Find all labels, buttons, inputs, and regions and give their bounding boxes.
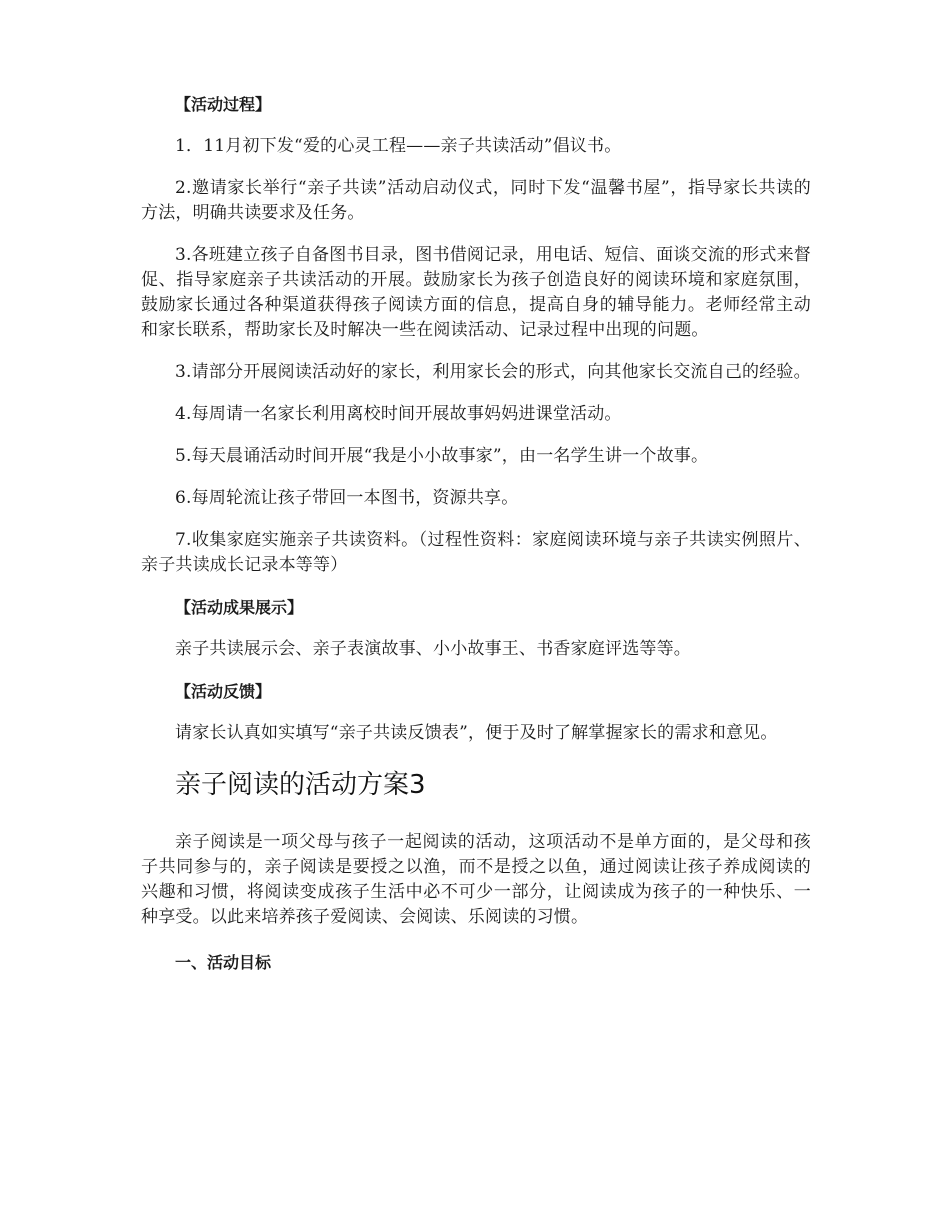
section-heading-feedback: 【活动反馈】 — [175, 682, 272, 701]
process-item-1: 1．11月初下发“爱的心灵工程——亲子共读活动”倡议书。 — [175, 136, 622, 156]
process-item-5: 4.每周请一名家长利用离校时间开展故事妈妈进课堂活动。 — [175, 404, 622, 424]
process-item-3: 3.各班建立孩子自备图书目录，图书借阅记录，用电话、短信、面谈交流的形式来督促、指导家庭亲子共读活动的开展。鼓励家长为孩子创造良好的阅读环境和家庭氛围，鼓励家长通过各种渠道获得孩子阅读方面的信息，提高自身的辅导能力。老师经常主动和家长联系，帮助家长及时解决一些在阅读活动、记录过程中出现的问题。 — [141, 245, 811, 340]
feedback-text: 请家长认真如实填写“亲子共读反馈表”，便于及时了解掌握家长的需求和意见。 — [175, 723, 778, 743]
process-item-7: 6.每周轮流让孩子带回一本图书，资源共享。 — [175, 488, 519, 508]
process-item-6: 5.每天晨诵活动时间开展“我是小小故事家”，由一名学生讲一个故事。 — [175, 446, 709, 466]
process-item-4: 3.请部分开展阅读活动好的家长，利用家长会的形式，向其他家长交流自己的经验。 — [175, 362, 811, 382]
plan3-title: 亲子阅读的活动方案3 — [175, 770, 426, 800]
plan3-intro: 亲子阅读是一项父母与孩子一起阅读的活动，这项活动不是单方面的，是父母和孩子共同参与的，亲子阅读是要授之以渔，而不是授之以鱼，通过阅读让孩子养成阅读的兴趣和习惯，将阅读变成孩子生活中必不可少一部分，让阅读成为孩子的一种快乐、一种享受。以此来培养孩子爱阅读、会阅读、乐阅读的习惯。 — [141, 832, 811, 927]
results-text: 亲子共读展示会、亲子表演故事、小小故事王、书香家庭评选等等。 — [175, 639, 691, 659]
process-item-2: 2.邀请家长举行“亲子共读”活动启动仪式，同时下发“温馨书屋”，指导家长共读的方法，明确共读要求及任务。 — [141, 178, 811, 223]
document-body — [141, 92, 811, 975]
plan3-subheading: 一、活动目标 — [175, 953, 272, 972]
section-heading-process: 【活动过程】 — [175, 95, 272, 114]
process-item-8: 7.收集家庭实施亲子共读资料。（过程性资料：家庭阅读环境与亲子共读实例照片、亲子共读成长记录本等等） — [141, 530, 811, 575]
section-heading-results: 【活动成果展示】 — [175, 598, 304, 617]
